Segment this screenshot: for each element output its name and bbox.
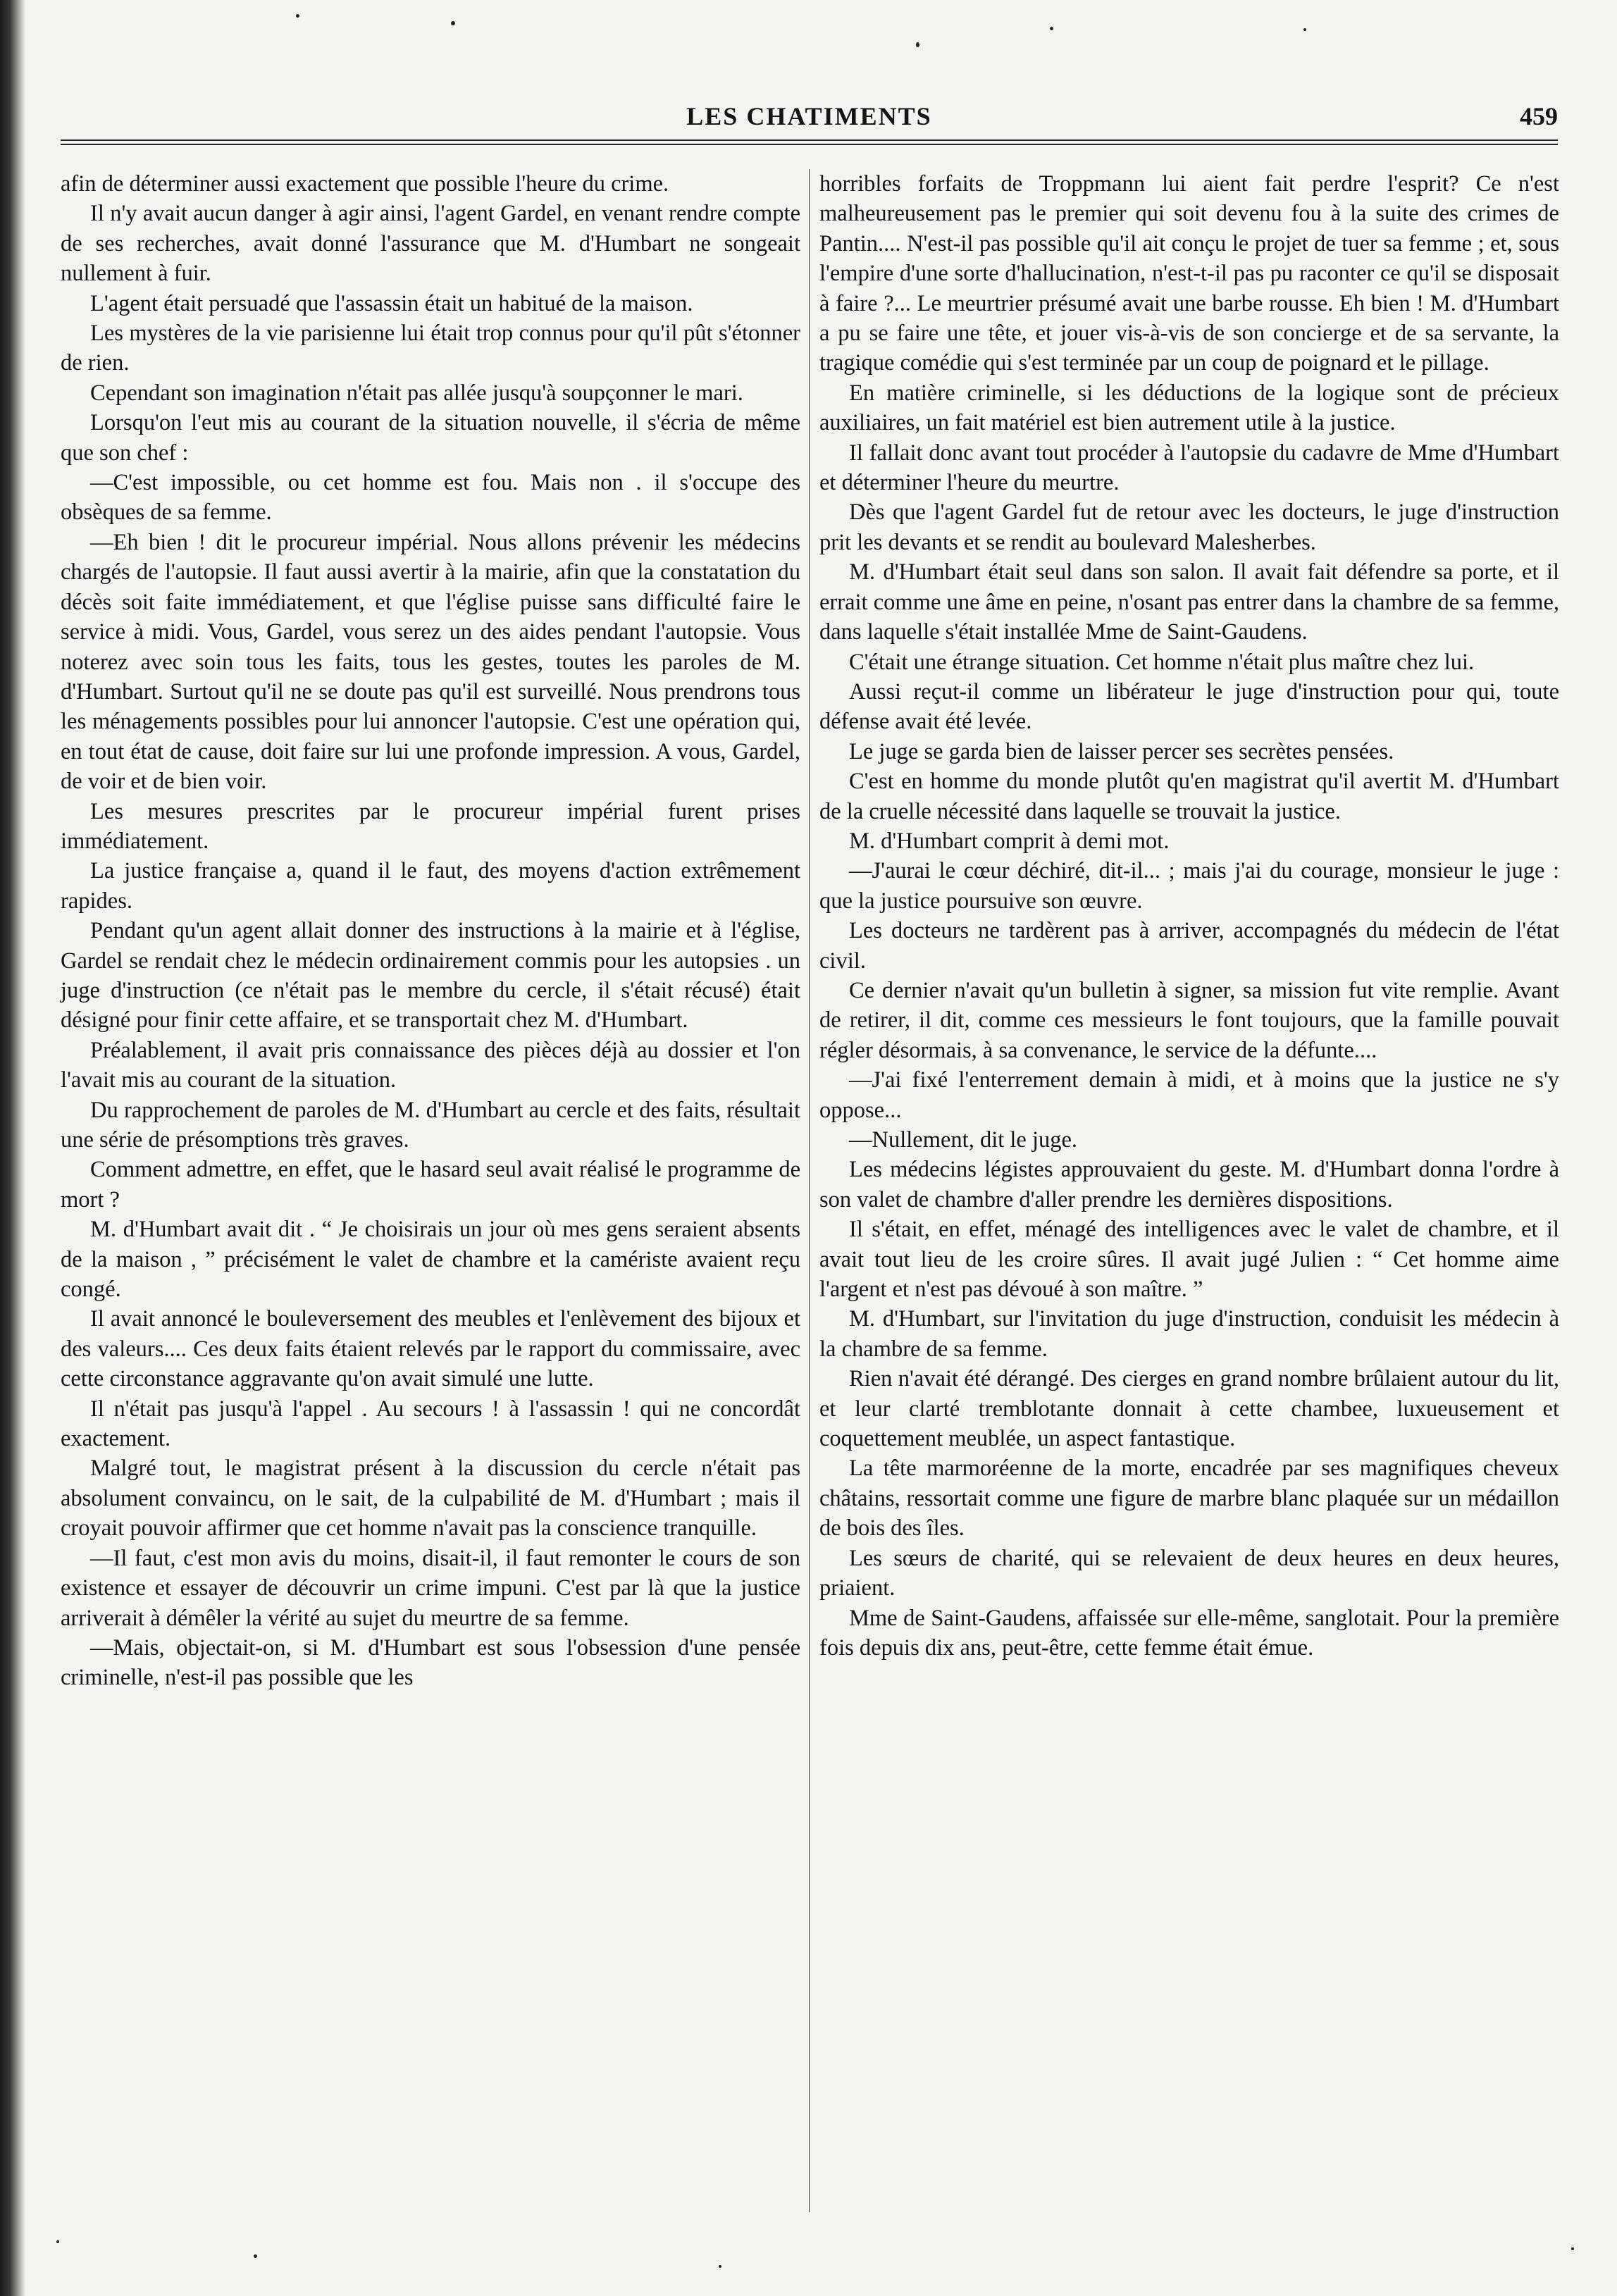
paragraph: Il s'était, en effet, ménagé des intelligences avec le valet de chambre, et il avait tout lieu de les croire sûres. Il avait jugé Julien : “ Cet homme aime l'argent et n'est pas dévoué à son maître. ” bbox=[819, 1217, 1559, 1303]
paragraph: afin de déterminer aussi exactement que possible l'heure du crime. bbox=[61, 171, 669, 197]
paragraph: L'agent était persuadé que l'assassin était un habitué de la maison. bbox=[90, 290, 693, 316]
column-divider bbox=[809, 169, 810, 2212]
paragraph: horribles forfaits de Troppmann lui aient fait perdre l'esprit? Ce n'est malheureusement pas le premier qui soit devenu fou à la suite des crimes de Pantin.... N'est-il pas possible qu'il ait conçu le projet de tuer sa femme ; et, sous l'empire d'une sorte d'hallucination, n'est-t-il pas pu raconter ce qu'il se disposait à faire ?... Le meurtrier présumé avait une barbe rousse. Eh bien ! M. d'Humbart a pu se faire une tête, et jouer vis-à-vis de son concierge et de sa servante, la tragique comédie qui s'est terminée par un coup de poignard et le pillage. bbox=[819, 171, 1559, 376]
paragraph: M. d'Humbart comprit à demi mot. bbox=[849, 828, 1170, 854]
print-speck bbox=[916, 42, 919, 47]
paragraph: La tête marmoréenne de la morte, encadrée par ses magnifiques cheveux châtains, ressortait comme une figure de marbre blanc plaquée sur un médaillon de bois des îles. bbox=[819, 1456, 1559, 1541]
running-title: LES CHATIMENTS bbox=[686, 102, 932, 130]
print-speck bbox=[56, 2240, 59, 2243]
paragraph: Les sœurs de charité, qui se relevaient de deux heures en deux heures, priaient. bbox=[819, 1545, 1559, 1601]
paragraph: M. d'Humbart était seul dans son salon. Il avait fait défendre sa porte, et il errait comme une âme en peine, n'osant pas entrer dans la chambre de sa femme, dans laquelle s'était installée Mme de Saint-Gaudens. bbox=[819, 559, 1559, 645]
paragraph: Lorsqu'on l'eut mis au courant de la situation nouvelle, il s'écria de même que son chef : bbox=[61, 410, 800, 466]
paragraph: Comment admettre, en effet, que le hasard seul avait réalisé le programme de mort ? bbox=[61, 1157, 800, 1212]
paragraph: Les médecins légistes approuvaient du geste. M. d'Humbart donna l'ordre à son valet de chambre d'aller prendre les dernières dispositions. bbox=[819, 1157, 1559, 1212]
paragraph: Les mesures prescrites par le procureur impérial furent prises immédiatement. bbox=[61, 798, 800, 854]
paragraph: Préalablement, il avait pris connaissance des pièces déjà au dossier et l'on l'avait mis au courant de la situation. bbox=[61, 1037, 800, 1093]
right-column bbox=[819, 169, 1559, 1663]
paragraph: Du rapprochement de paroles de M. d'Humbart au cercle et des faits, résultait une série de présomptions très graves. bbox=[61, 1097, 800, 1153]
paragraph: Il fallait donc avant tout procéder à l'autopsie du cadavre de Mme d'Humbart et déterminer l'heure du meurtre. bbox=[819, 440, 1559, 496]
paragraph: C'est en homme du monde plutôt qu'en magistrat qu'il avertit M. d'Humbart de la cruelle nécessité dans laquelle se trouvait la justice. bbox=[819, 769, 1559, 824]
print-speck bbox=[719, 2265, 721, 2268]
paragraph: En matière criminelle, si les déductions de la logique sont de précieux auxiliaires, un fait matériel est bien autrement utile à la justice. bbox=[819, 380, 1559, 436]
paragraph: Le juge se garda bien de laisser percer ses secrètes pensées. bbox=[849, 738, 1394, 764]
paragraph: Rien n'avait été dérangé. Des cierges en grand nombre brûlaient autour du lit, et leur clarté tremblotante donnait à cette chambee, luxueusement et coquettement meublée, un aspect fantastique. bbox=[819, 1366, 1559, 1452]
paragraph: M. d'Humbart avait dit . “ Je choisirais un jour où mes gens seraient absents de la maison , ” précisément le valet de chambre et la caméristе avaient reçu congé. bbox=[61, 1217, 800, 1303]
paragraph: Aussi reçut-il comme un libérateur le juge d'instruction pour qui, toute défense avait été levée. bbox=[819, 678, 1559, 735]
paragraph: —Mais, objectait-on, si M. d'Humbart est sous l'obsession d'une pensée criminelle, n'est-il pas possible que les bbox=[61, 1634, 800, 1691]
paragraph: Dès que l'agent Gardel fut de retour avec les docteurs, le juge d'instruction prit les devants et se rendit au boulevard Malesherbes. bbox=[819, 499, 1559, 555]
paragraph: M. d'Humbart, sur l'invitation du juge d'instruction, conduisit les médecin à la chambre de sa femme. bbox=[819, 1306, 1559, 1362]
header-double-rule bbox=[61, 139, 1558, 145]
page-number: 459 bbox=[1520, 102, 1558, 130]
paragraph: Les mystères de la vie parisienne lui était trop connus pour qu'il pût s'étonner de rien. bbox=[61, 321, 800, 376]
paragraph: —Nullement, dit le juge. bbox=[849, 1127, 1078, 1153]
paragraph: Les docteurs ne tardèrent pas à arriver, accompagnés du médecin de l'état civil. bbox=[819, 918, 1559, 974]
paragraph: Ce dernier n'avait qu'un bulletin à signer, sa mission fut vite remplie. Avant de retirer, il dit, comme ces messieurs le font toujours, que la famille pouvait régler désormais, à sa convenance, le service de la défunte.... bbox=[819, 977, 1559, 1063]
paragraph: La justice française a, quand il le faut, des moyens d'action extrêmement rapides. bbox=[61, 858, 800, 914]
paragraph: Mme de Saint-Gaudens, affaissée sur elle-même, sanglotait. Pour la première fois depuis dix ans, peut-être, cette femme était émue. bbox=[819, 1605, 1559, 1661]
paragraph: —J'aurai le cœur déchiré, dit-il... ; mais j'ai du courage, monsieur le juge : que la justice poursuive son œuvre. bbox=[819, 858, 1559, 914]
binding-shadow bbox=[0, 0, 25, 2296]
print-speck bbox=[1050, 27, 1053, 30]
paragraph: —Il faut, c'est mon avis du moins, disait-il, il faut remonter le cours de son existence et essayer de découvrir un crime impuni. C'est par là que la justice arriverait à démêler la vérité au sujet du meurtre de sa femme. bbox=[61, 1545, 800, 1631]
paragraph: —C'est impossible, ou cet homme est fou. Mais non . il s'occupe des obsèques de sa femme. bbox=[61, 470, 800, 526]
paragraph: Il n'était pas jusqu'à l'appel . Au secours ! à l'assassin ! qui ne concordât exactement. bbox=[61, 1396, 800, 1452]
paragraph: —Eh bien ! dit le procureur impérial. Nous allons prévenir les médecins chargés de l'autopsie. Il faut aussi avertir à la mairie, afin que la constatation du décès soit faite immédiatement, et que l'église puisse sans difficulté faire le service à midi. Vous, Gardel, vous serez un des aides pendant l'autopsie. Vous noterez avec soin tous les faits, tous les gestes, toutes les paroles de M. d'Humbart. Surtout qu'il ne se doute pas qu'il est surveillé. Nous prendrons tous les ménagements possibles pour lui annoncer l'autopsie. C'est une opération qui, en tout état de cause, doit faire sur lui une profonde impression. A vous, Gardel, de voir et de bien voir. bbox=[61, 529, 800, 795]
left-column bbox=[61, 169, 800, 1693]
print-speck bbox=[296, 14, 299, 18]
print-speck bbox=[451, 21, 455, 25]
paragraph: Cependant son imagination n'était pas allée jusqu'à soupçonner le mari. bbox=[90, 380, 743, 406]
print-speck bbox=[254, 2254, 257, 2258]
paragraph: C'était une étrange situation. Cet homme n'était plus maître chez lui. bbox=[849, 649, 1475, 675]
paragraph: —J'ai fixé l'enterrement demain à midi, et à moins que la justice ne s'y oppose... bbox=[819, 1067, 1559, 1123]
print-speck bbox=[1571, 2247, 1574, 2250]
print-speck bbox=[1303, 28, 1306, 31]
paragraph: Il avait annoncé le bouleversement des meubles et l'enlèvement des bijoux et des valeurs.... Ces deux faits étaient relevés par le rapport du commissaire, avec cette circonstance aggravante qu'on avait simulé une lutte. bbox=[61, 1306, 800, 1392]
paragraph: Il n'y avait aucun danger à agir ainsi, l'agent Gardel, en venant rendre compte de ses recherches, avait donné l'assurance que M. d'Humbart ne songeait nullement à fuir. bbox=[61, 201, 800, 287]
paragraph: Pendant qu'un agent allait donner des instructions à la mairie et à l'église, Gardel se rendait chez le médecin ordinairement commis pour les autopsies . un juge d'instruction (ce n'était pas le membre du cercle, il s'était récusé) était désigné pour finir cette affaire, et se transportait chez M. d'Humbart. bbox=[61, 918, 800, 1034]
paragraph: Malgré tout, le magistrat présent à la discussion du cercle n'était pas absolument convaincu, on le sait, de la culpabilité de M. d'Humbart ; mais il croyait pouvoir affirmer que cet homme n'avait pas la conscience tranquille. bbox=[61, 1456, 800, 1541]
page-header bbox=[61, 99, 1558, 141]
